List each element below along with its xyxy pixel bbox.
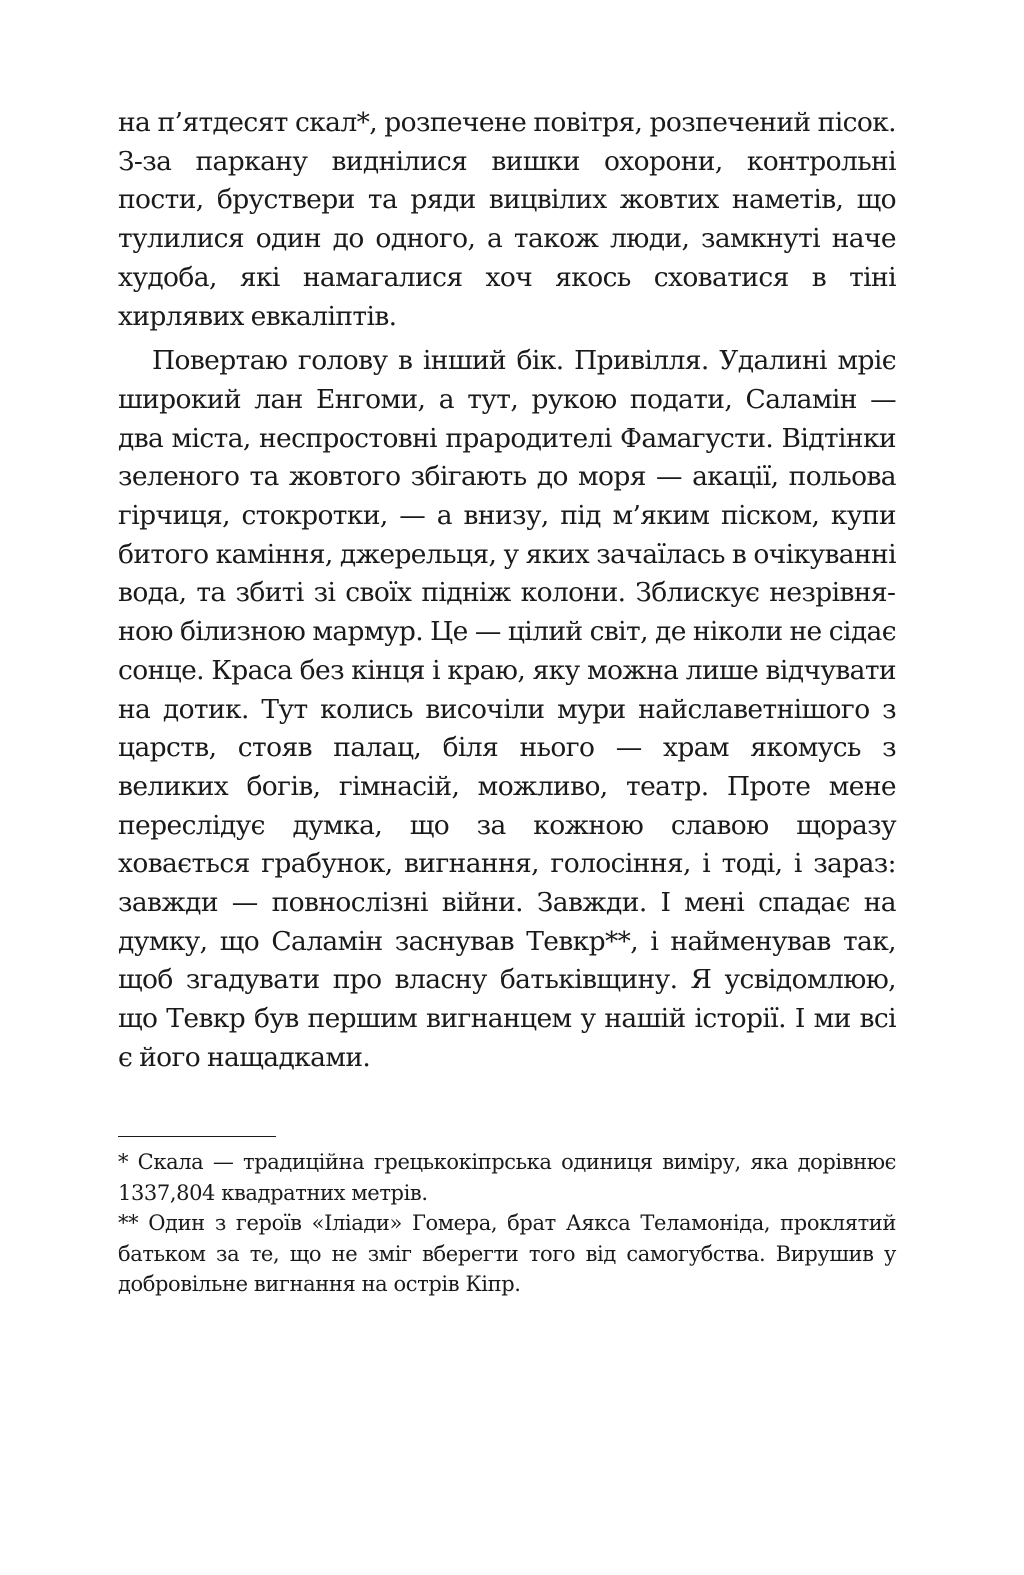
paragraph-2: Повертаю голову в інший бік. Привілля. Удалині мріє широкий лан Енгоми, а тут, рукою подати, Саламін — два міста, неспростовні прародителі Фамагусти. Відтінки зеленого та жовтого збігають до моря — акації, польова гірчиця, стокротки, — а внизу, під м’яким піском, купи битого каміння, джерельця, у яких зачаїлась в очікуванні вода, та збиті зі своїх підніж колони. Зблискує незрівняною білизною мармур. Це — цілий світ, де ніколи не сідає сонце. Краса без кінця і краю, яку можна лише відчувати на дотик. Тут колись височіли мури найславетнішого з царств, стояв палац, біля нього — храм якомусь з великих богів, гімнасій, можливо, театр. Проте мене переслідує думка, що за кожною славою щоразу ховається грабунок, вигнання, голосіння, і тоді, і зараз: завжди — повнослізні війни. Завжди. І мені спадає на думку, що Саламін заснував Тевкр**, і найменував так, щоб згадувати про власну батьківщину. Я усвідомлюю, що Тевкр був першим вигнанцем у нашій історії. І ми всі є його нащадками. (118, 345, 896, 1073)
footnote-1: * Скала — традиційна грецькокіпрська одиниця виміру, яка дорівнює 1337,804 квадратних метрів. (118, 1150, 896, 1205)
main-text (118, 104, 896, 1078)
footnotes (118, 1136, 896, 1300)
footnote-divider (118, 1136, 276, 1137)
footnote-2: ** Один з героїв «Іліади» Гомера, брат Аякса Теламоніда, проклятий батьком за те, що не зміг вберегти того від самогубства. Вирушив у добровільне вигнання на острів Кіпр. (118, 1211, 896, 1296)
paragraph-1: на п’ятдесят скал*, розпечене повітря, розпечений пісок. З-за паркану виднілися вишки охорони, контрольні пости, бруствери та ряди вицвілих жовтих наметів, що тулилися один до одного, а також люди, замкнуті наче худоба, які намагалися хоч якось сховатися в тіні хирлявих евкаліптів. (118, 107, 896, 332)
book-page (118, 104, 896, 1524)
